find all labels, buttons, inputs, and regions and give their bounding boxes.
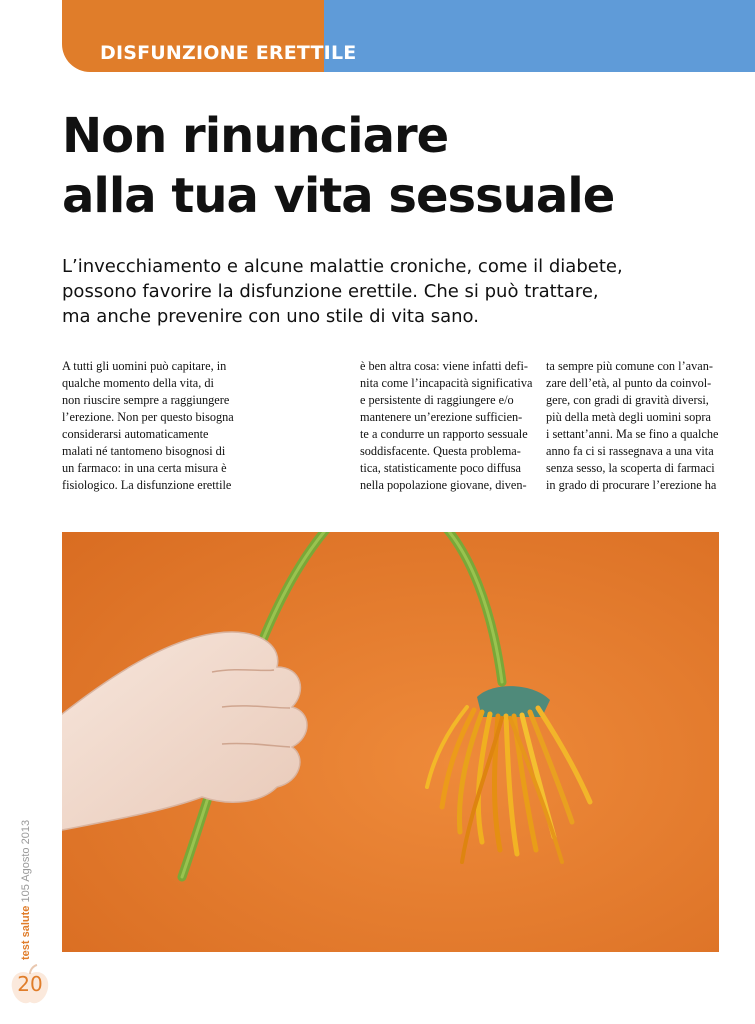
body-column-3 [546, 358, 722, 494]
body-line: i settant’anni. Ma se fino a qualche [546, 427, 719, 441]
body-line: A tutti gli uomini può capitare, in [62, 359, 227, 373]
body-line: non riuscire sempre a raggiungere [62, 393, 230, 407]
wilted-flower-photo [62, 532, 719, 952]
wilted-flower-illustration [62, 532, 719, 952]
body-line: ta sempre più comune con l’avan- [546, 359, 713, 373]
body-line: zare dell’età, al punto da coinvol- [546, 376, 712, 390]
title-line: Non rinunciare [62, 108, 449, 164]
body-line: soddisfacente. Questa problema- [360, 444, 521, 458]
header-blue-band [324, 0, 755, 72]
body-line: senza sesso, la scoperta di farmaci [546, 461, 715, 475]
body-line: più della metà degli uomini sopra [546, 410, 711, 424]
body-line: è ben altra cosa: viene infatti defi- [360, 359, 528, 373]
body-line: te a condurre un rapporto sessuale [360, 427, 528, 441]
body-line: in grado di procurare l’erezione ha [546, 478, 717, 492]
page-title [62, 106, 742, 226]
magazine-brand: test salute [20, 905, 32, 960]
lead-line: L’invecchiamento e alcune malattie croniche, come il diabete, [62, 256, 623, 277]
body-line: malati né tantomeno bisognosi di [62, 444, 226, 458]
issue-info: 105 Agosto 2013 [20, 819, 32, 903]
body-line: un farmaco: in una certa misura è [62, 461, 227, 475]
body-line: l’erezione. Non per questo bisogna [62, 410, 234, 424]
section-label: DISFUNZIONE ERETTILE [100, 42, 357, 64]
lead-line: ma anche prevenire con uno stile di vita sano. [62, 306, 479, 327]
body-line: e persistente di raggiungere e/o [360, 393, 514, 407]
body-line: nella popolazione giovane, diven- [360, 478, 527, 492]
body-line: anno fa ci si rassegnava a una vita [546, 444, 714, 458]
body-line: mantenere un’erezione sufficien- [360, 410, 523, 424]
body-line: fisiologico. La disfunzione erettile [62, 478, 232, 492]
body-line: qualche momento della vita, di [62, 376, 214, 390]
title-line: alla tua vita sessuale [62, 168, 615, 224]
issue-credit [20, 820, 32, 960]
body-line: considerarsi automaticamente [62, 427, 209, 441]
lead-line: possono favorire la disfunzione erettile. Che si può trattare, [62, 281, 599, 302]
body-column-2 [360, 358, 532, 494]
lead-paragraph [62, 254, 662, 329]
body-line: gere, con gradi di gravità diversi, [546, 393, 709, 407]
page-number: 20 [17, 972, 43, 996]
body-line: tica, statisticamente poco diffusa [360, 461, 521, 475]
body-column-1 [62, 358, 236, 494]
body-line: nita come l’incapacità significativa [360, 376, 533, 390]
page-number-badge [8, 964, 52, 1008]
